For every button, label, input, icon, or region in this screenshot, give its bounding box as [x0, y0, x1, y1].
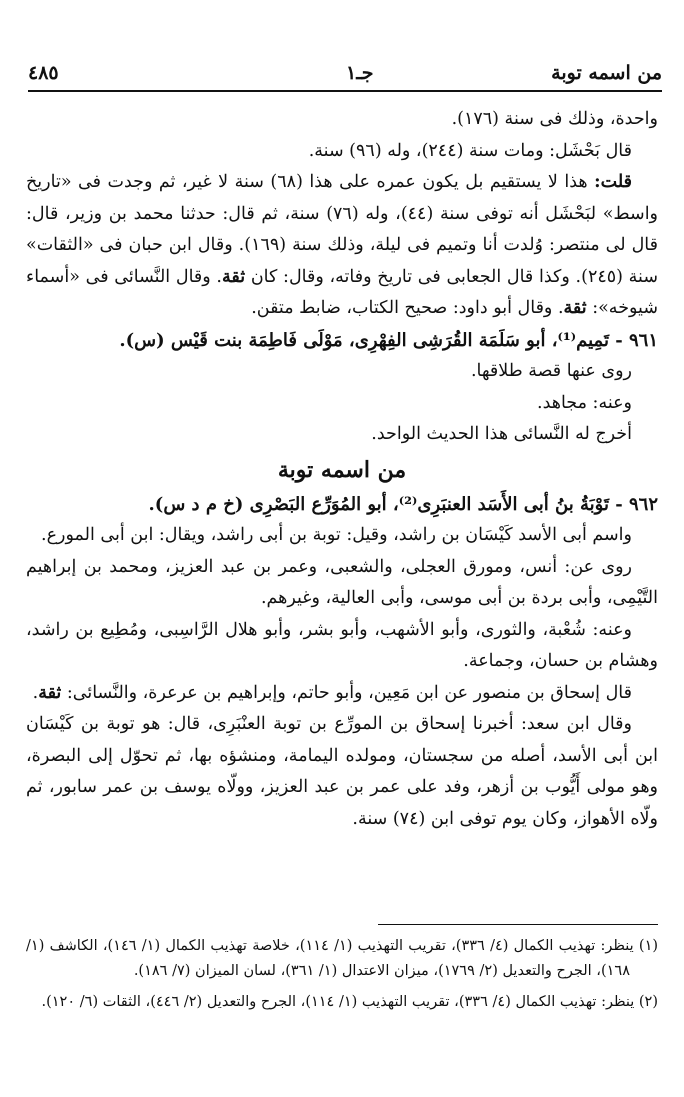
paragraph: أخرج له النَّسائى هذا الحديث الواحد. [371, 424, 632, 444]
note-lead: قلت: [594, 172, 632, 192]
paragraph-text: . [32, 682, 39, 703]
paragraph: قال بَحْشَل: ومات سنة (٢٤٤)، وله (٩٦) سنة. [308, 140, 632, 161]
paragraph-text: قال إسحاق بن منصور عن ابن مَعِين، وأبو حاتم، وإبراهيم بن عرعرة، والنَّسائى: [66, 682, 632, 703]
header-title: من اسمه توبة [551, 62, 662, 84]
paragraph [26, 678, 658, 710]
grade-word: ثقة [222, 266, 246, 287]
page-number: ٤٨٥ [28, 62, 59, 84]
grade-word: ثقة [38, 682, 62, 703]
paragraph: وقال ابن سعد: أخبرنا إسحاق بن المورِّع بن توبة العنْبَرِى، قال: هو توبة بن كَيْسَان ابن أبى الأسد، أصله من سجستان، ومولده اليمامة، ومنشؤه بها، ثم تحوّل إلى البصرة، وهو مولى أَيُّوب بن أزهر، وفد على عمر بن عبد العزيز، وولّاه يوسف بن عمر سابور، ثم ولّاه الأهواز، وكان يوم توفى ابن (٧٤) سنة. [26, 714, 658, 829]
paragraph-text: هذا لا يستقيم بل يكون عمره على هذا (٦٨) سنة لا غير، ثم وجدت فى «تاريخ واسط» لبَحْشَل أنه توفى سنة (٤٤)، وله (٧٦) سنة، ثم قال: حدثنا محمد بن وزير، قال: قال لى منتصر: وُلدت أنا وتميم فى ليلة، وذلك سنة (١٦٩). وقال ابن حبان فى «الثقات» سنة (٢٤٥). وكذا قال الجعابى فى تاريخ وفاته، وقال: كان [26, 172, 659, 287]
paragraph: واحدة، وذلك فى سنة (١٧٦). [451, 109, 658, 129]
paragraph: روى عنها قصة طلاقها. [470, 361, 632, 381]
footnote-2: (٢) ينظر: تهذيب الكمال (٤/ ٣٣٦)، تقريب التهذيب (١/ ١١٤)، الجرح والتعديل (٢/ ٤٤٦)، الثقات (٦/ ١٢٠). [41, 994, 658, 1010]
paragraph-text: . وقال أبو داود: صحيح الكتاب، ضابط متقن. [251, 298, 564, 318]
section-title: من اسمه توبة [277, 456, 407, 483]
main-text [26, 104, 658, 835]
paragraph: روى عن: أنس، ومورق العجلى، والشعبى، وعمر بن عبد العزيز، ومحمد بن إبراهيم التَّيْمِى، وأبى بردة بن أبى موسى، وأبى العالية، وغيرهم. [26, 556, 658, 608]
footnote-separator [378, 924, 658, 925]
paragraph: وعنه: شُعْبة، والثورى، وأبو الأشهب، وأبو بشر، وأبو هلال الرَّاسِبى، ومُطِيع بن راشد، وهشام بن حسان، وجماعة. [26, 619, 658, 671]
paragraph-text: . وقال النَّسائى فى «أسماء شيوخه»: [26, 266, 658, 318]
footnote-1: (١) ينظر: تهذيب الكمال (٤/ ٣٣٦)، تقريب التهذيب (١/ ١١٤)، خلاصة تهذيب الكمال (١/ ١٤٦)، الكاشف (١/ ١٦٨)، الجرح والتعديل (٢/ ١٧٦٩)، ميزان الاعتدال (١/ ٣٦١)، لسان الميزان (٧/ ١٨٦). [26, 938, 659, 979]
paragraph: واسم أبى الأسد كَيْسَان بن راشد، وقيل: توبة بن أبى راشد، ويقال: ابن أبى المورع. [41, 525, 632, 545]
header-volume: جـ١ [346, 62, 374, 84]
paragraph: وعنه: مجاهد. [537, 392, 632, 413]
paragraph [26, 167, 658, 325]
grade-word: ثقة [563, 298, 587, 318]
footnotes [26, 934, 658, 1021]
entry-heading-961: ٩٦١ - تَمِيم⁽¹⁾، أبو سَلَمَة القُرَشِى الفِهْرِى، مَوْلَى فَاطِمَة بنت قَيْس (س). [119, 329, 658, 351]
running-header [28, 62, 662, 92]
entry-heading-962: ٩٦٢ - تَوْبَةُ بنُ أبى الأَسَد العنبَرِى⁽²⁾، أبو المُوَرِّع البَصْرِى (خ م د س). [148, 493, 658, 515]
